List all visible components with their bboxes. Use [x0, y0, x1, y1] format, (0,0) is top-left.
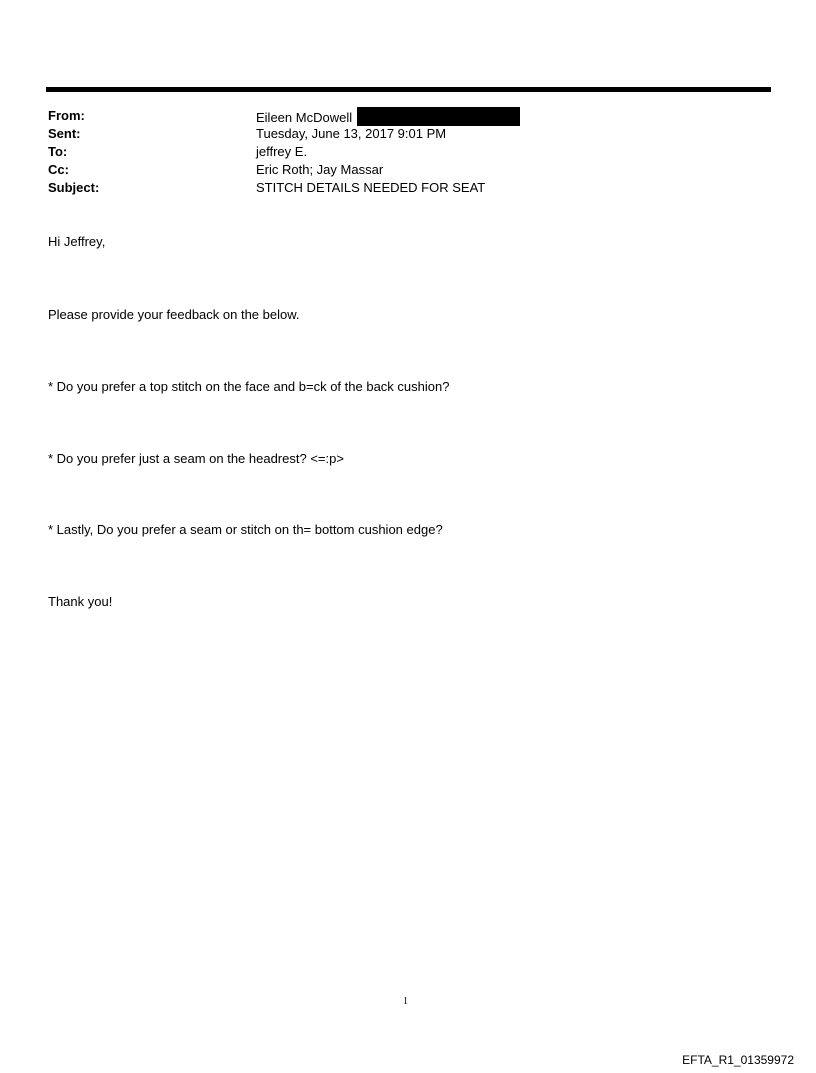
to-row [48, 143, 748, 161]
sent-value: Tuesday, June 13, 2017 9:01 PM [256, 126, 447, 141]
intro-paragraph: Please provide your feedback on the below. [48, 307, 300, 322]
sender-name: Eileen McDowell [256, 110, 353, 125]
bullet-item-1: * Do you prefer a top stitch on the face and b=ck of the back cushion? [48, 379, 450, 394]
bullet-item-3: * Lastly, Do you prefer a seam or stitch on th= bottom cushion edge? [48, 522, 443, 537]
sent-row [48, 125, 748, 143]
redaction-box [357, 107, 520, 126]
document-id: EFTA_R1_01359972 [682, 1053, 794, 1067]
to-label: To: [48, 144, 68, 159]
header-divider [46, 87, 771, 92]
greeting: Hi Jeffrey, [48, 234, 106, 249]
cc-label: Cc: [48, 162, 69, 177]
cc-value: Eric Roth; Jay Massar [256, 162, 384, 177]
subject-label: Subject: [48, 180, 100, 195]
to-value: jeffrey E. [256, 144, 308, 159]
from-row [48, 107, 748, 125]
closing: Thank you! [48, 594, 113, 609]
page-number: 1 [403, 996, 408, 1007]
cc-row [48, 161, 748, 179]
from-label: From: [48, 108, 85, 123]
bullet-item-2: * Do you prefer just a seam on the headrest? <=:p> [48, 451, 344, 466]
from-value [256, 107, 520, 127]
subject-row [48, 179, 748, 197]
sent-label: Sent: [48, 126, 81, 141]
subject-value: STITCH DETAILS NEEDED FOR SEAT [256, 180, 486, 195]
email-header [48, 107, 748, 197]
